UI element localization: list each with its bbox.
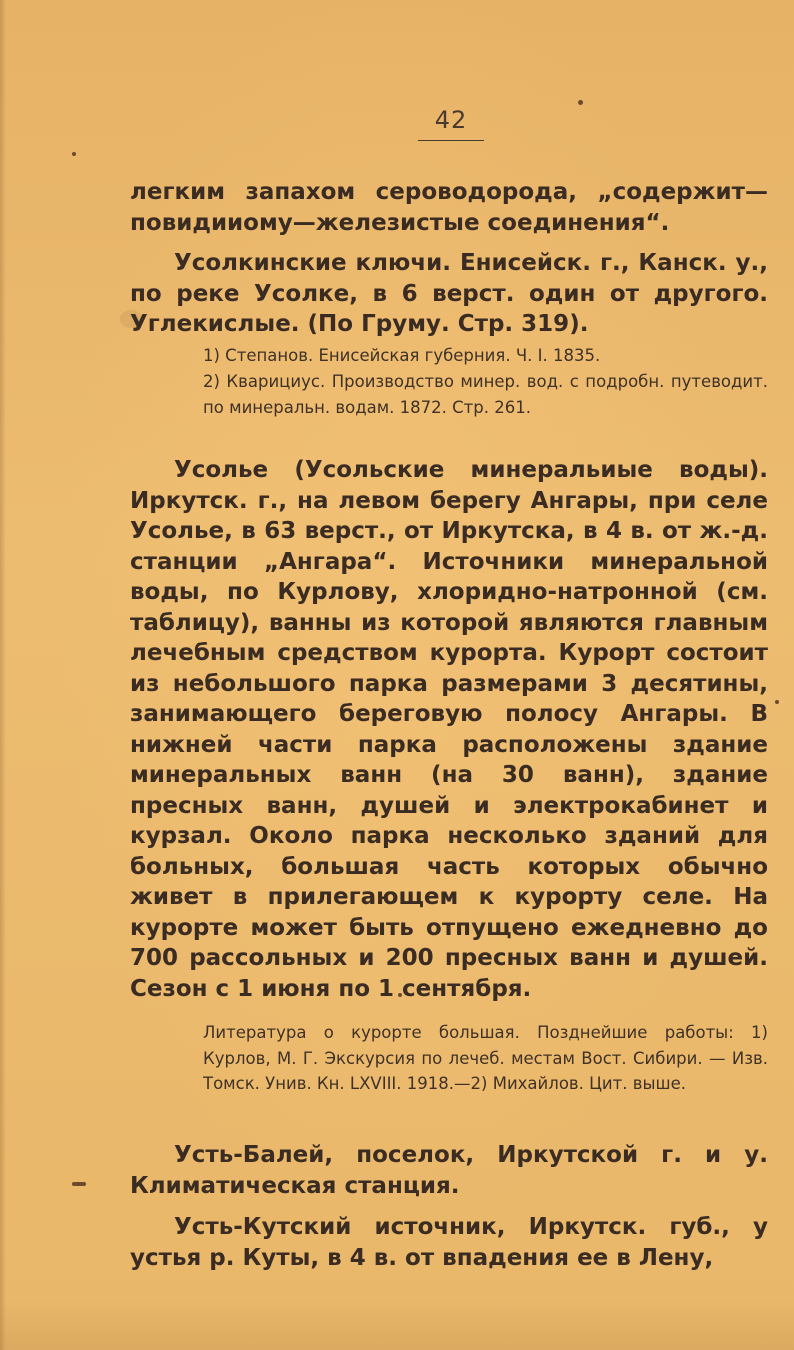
entry-body: ключи. Енисейск. г., Канск. у., по реке Усолке, в 6 верст. один от другого. Углекислые. (По Груму. Стр. 319).: [130, 250, 768, 337]
reference-note: 2) Кварициус. Производство минер. вод. с подробн. путеводит. по минеральн. водам. 1872. Стр. 261.: [203, 372, 768, 417]
reference-note: 1) Степанов. Енисейская губерния. Ч. I. 1835.: [203, 346, 601, 365]
continuation-paragraph: легким запахом сероводорода, „содержит—повидииому—железистые соединения“.: [130, 179, 768, 236]
entry-body: поселок, Иркутской г. и у. Климатическая станция.: [130, 1142, 768, 1199]
entry-usolye: [130, 455, 768, 1004]
literature-note: Литература о курорте большая. Позднейшие работы: 1) Курлов, М. Г. Экскурсия по лечеб. местам Вост. Сибири. — Изв. Томск. Унив. Кн. LXVIII. 1918.—2) Михайлов. Цит. выше.: [203, 1023, 768, 1093]
entry-body: Иркутск. г., на левом берегу Ангары, при селе Усолье, в 63 верст., от Иркутска, в 4 в. от ж.-д. станции „Ангара“. Источники минеральной воды, по Курлову, хлоридно-натронной (см. таблицу), ванны из которой являются главным лечебным средством курорта. Курорт состоит из небольшого парка размерами 3 десятины, занимающего береговую полосу Ангары. В нижней части парка расположены здание минеральных ванн (на 30 ванн), здание пресных ванн, душей и электрокабинет и курзал. Около парка несколько зданий для больных, большая часть которых обычно живет в прилегающем к курорту селе. На курорте может быть отпущено ежедневно до 700 рассольных и 200 пресных ванн и душей. Сезон с 1 июня по 1 сентября.: [130, 487, 768, 1002]
paper-speck: [775, 700, 779, 704]
entry-ust-baley: [130, 1140, 768, 1201]
entry-title: Усолкинские: [174, 250, 347, 276]
entry-title: Усть-Кутский: [174, 1214, 352, 1240]
page-number: 42: [434, 106, 468, 134]
paper-speck: [72, 1182, 86, 1186]
entry-ust-kutsky: [130, 1212, 768, 1273]
paper-speck: [72, 152, 76, 156]
entry-usolkinskie: [130, 248, 768, 340]
entry-body: источник, Иркутск. губ., у устья р. Куты, в 4 в. от впадения ее в Лену,: [130, 1214, 768, 1271]
entry-title: Усть-Балей,: [174, 1142, 334, 1168]
paper-speck: [578, 100, 583, 105]
page-bottom-wear: [0, 1300, 794, 1350]
page-number-rule: [418, 140, 484, 141]
entry-title: Усолье (Усольские минеральиые воды).: [174, 457, 768, 483]
page-edge-shadow: [0, 0, 6, 1350]
